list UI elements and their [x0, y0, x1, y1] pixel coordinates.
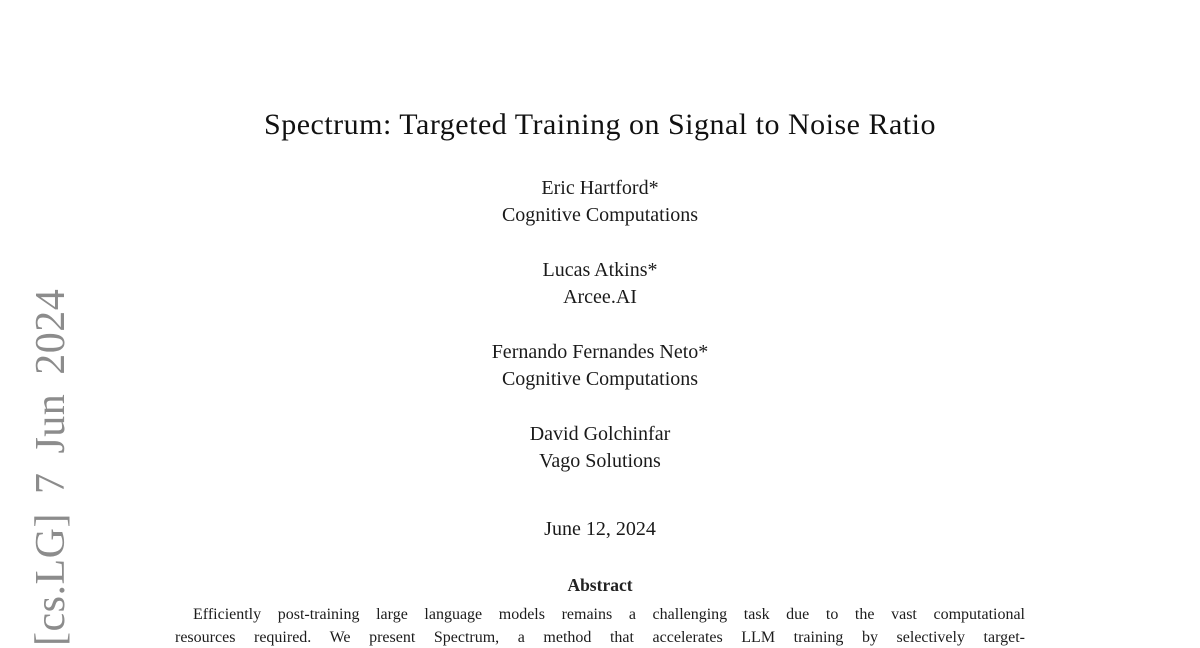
author-list	[0, 175, 1200, 475]
author-block	[0, 175, 1200, 229]
paper-date: June 12, 2024	[544, 518, 656, 540]
author-affiliation: Arcee.AI	[563, 286, 637, 308]
abstract-text-line: resources required. We present Spectrum, a method that accelerates LLM training by selectively target-	[175, 628, 1025, 646]
author-block	[0, 421, 1200, 475]
author-affiliation: Vago Solutions	[539, 450, 661, 472]
author-block	[0, 339, 1200, 393]
arxiv-watermark: [cs.LG] 7 Jun 2024	[28, 288, 74, 646]
author-name: Lucas Atkins*	[542, 259, 658, 281]
author-name: Eric Hartford*	[541, 177, 659, 199]
author-name: David Golchinfar	[529, 423, 671, 445]
author-block	[0, 257, 1200, 311]
abstract-heading: Abstract	[567, 575, 633, 595]
author-affiliation: Cognitive Computations	[501, 204, 699, 226]
author-affiliation: Cognitive Computations	[501, 368, 699, 390]
abstract-body	[175, 604, 1025, 648]
abstract-text-line: Efficiently post-training large language models remains a challenging task due to the vast computational	[193, 606, 1025, 623]
paper-title: Spectrum: Targeted Training on Signal to Noise Ratio	[264, 108, 936, 141]
author-name: Fernando Fernandes Neto*	[491, 341, 709, 363]
